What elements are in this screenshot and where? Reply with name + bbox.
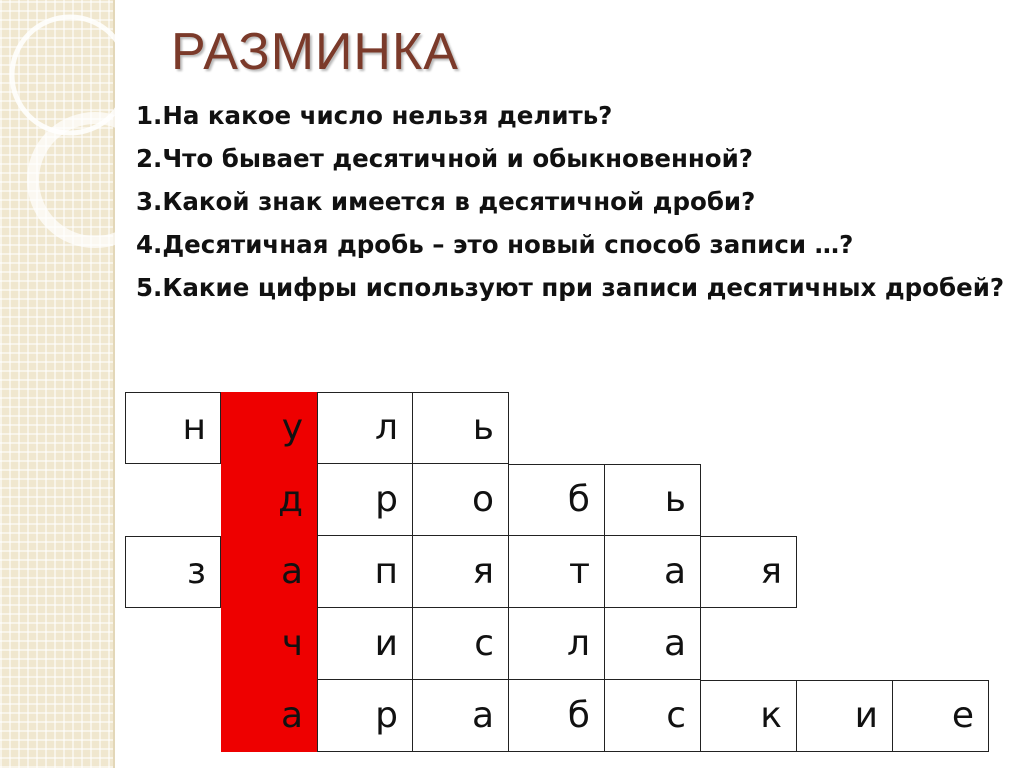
- crossword-cell: я: [701, 536, 797, 608]
- question-item: 4.Десятичная дробь – это новый способ записи …?: [136, 230, 854, 259]
- crossword-cell: л: [317, 392, 413, 464]
- crossword-cell: б: [509, 464, 605, 536]
- crossword-key-cell: а: [221, 680, 317, 752]
- crossword-cell: р: [317, 680, 413, 752]
- crossword-key-cell: а: [221, 536, 317, 608]
- question-item: 3.Какой знак имеется в десятичной дроби?: [136, 187, 756, 216]
- crossword-cell: а: [413, 680, 509, 752]
- question-item: 1.На какое число нельзя делить?: [136, 101, 613, 130]
- crossword-cell: с: [413, 608, 509, 680]
- crossword-cell: с: [605, 680, 701, 752]
- crossword-cell: т: [509, 536, 605, 608]
- crossword-cell: п: [317, 536, 413, 608]
- question-item: 5.Какие цифры используют при записи десятичных дробей?: [136, 273, 1005, 302]
- crossword-key-cell: у: [221, 392, 317, 464]
- crossword-cell: а: [605, 536, 701, 608]
- crossword-cell: е: [893, 680, 989, 752]
- crossword-cell: з: [125, 536, 221, 608]
- slide-title: РАЗМИНКА: [171, 23, 459, 81]
- crossword-cell: а: [605, 608, 701, 680]
- crossword-cell: к: [701, 680, 797, 752]
- crossword-cell: ь: [605, 464, 701, 536]
- crossword-cell: б: [509, 680, 605, 752]
- crossword-cell: я: [413, 536, 509, 608]
- crossword-cell: н: [125, 392, 221, 464]
- crossword-key-cell: д: [221, 464, 317, 536]
- crossword-cell: о: [413, 464, 509, 536]
- crossword-cell: и: [317, 608, 413, 680]
- question-item: 2.Что бывает десятичной и обыкновенной?: [136, 144, 754, 173]
- crossword-cell: л: [509, 608, 605, 680]
- crossword-cell: р: [317, 464, 413, 536]
- crossword-cell: ь: [413, 392, 509, 464]
- crossword-cell: и: [797, 680, 893, 752]
- crossword-key-cell: ч: [221, 608, 317, 680]
